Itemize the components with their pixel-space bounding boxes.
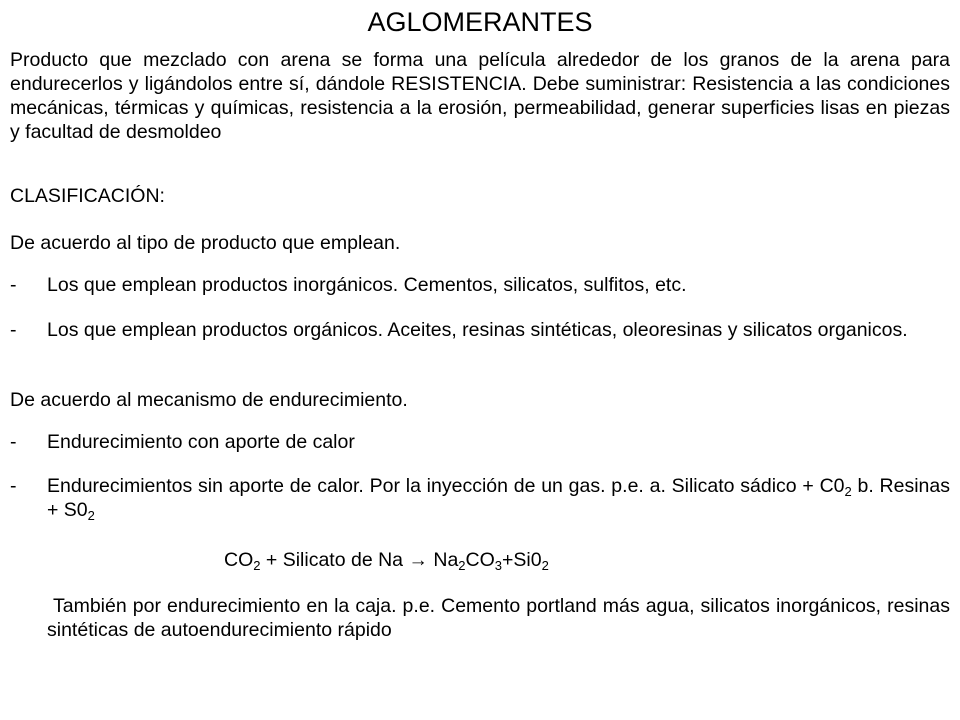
list-item <box>10 318 950 342</box>
list-item <box>10 273 950 297</box>
formula-part: CO <box>465 549 495 571</box>
bullet-dash: - <box>10 319 17 341</box>
list-item-text: Los que emplean productos orgánicos. Aceites, resinas sintéticas, oleoresinas y silicatos organicos. <box>47 319 908 341</box>
list-item-text: Endurecimiento con aporte de calor <box>47 431 355 453</box>
slide-title: AGLOMERANTES <box>367 7 593 37</box>
intro-paragraph: Producto que mezclado con arena se forma una película alrededor de los granos de la arena para endurecerlos y ligándolos entre sí, dándole RESISTENCIA. Debe suministrar: Resistencia a las condiciones mecánicas, térmicas y químicas, resistencia a la erosión, permeabilidad, generar superficies lisas en piezas y facultad de desmoldeo <box>10 49 950 143</box>
by-product-heading: De acuerdo al tipo de producto que emplean. <box>10 232 401 254</box>
item-text: Endurecimientos sin aporte de calor. Por la inyección de un gas. p.e. a. Silicato sádico + C0 <box>47 475 845 497</box>
list-item <box>10 474 950 522</box>
bullet-dash: - <box>10 274 17 296</box>
subscript: 2 <box>844 484 852 499</box>
list-item <box>10 430 950 454</box>
subscript: 2 <box>87 508 95 523</box>
subscript: 3 <box>494 558 503 573</box>
classification-heading: CLASIFICACIÓN: <box>10 185 165 207</box>
tambien-paragraph: También por endurecimiento en la caja. p.e. Cemento portland más agua, silicatos inorgánicos, resinas sintéticas de autoendurecimiento rápido <box>47 595 950 641</box>
item-text: b. Resinas + S0 <box>47 475 950 521</box>
by-mechanism-heading: De acuerdo al mecanismo de endurecimiento. <box>10 389 408 411</box>
subscript: 2 <box>541 558 549 573</box>
bullet-dash: - <box>10 431 17 453</box>
formula-part: +Si0 <box>502 549 542 571</box>
formula-part: + Silicato de Na → Na <box>260 549 459 571</box>
subscript: 2 <box>458 558 466 573</box>
formula-part: CO <box>224 549 254 571</box>
chemical-formula <box>224 547 549 573</box>
list-item-text <box>47 474 950 522</box>
bullet-dash: - <box>10 475 17 497</box>
list-item-text: Los que emplean productos inorgánicos. Cementos, silicatos, sulfitos, etc. <box>47 274 687 296</box>
subscript: 2 <box>253 558 261 573</box>
